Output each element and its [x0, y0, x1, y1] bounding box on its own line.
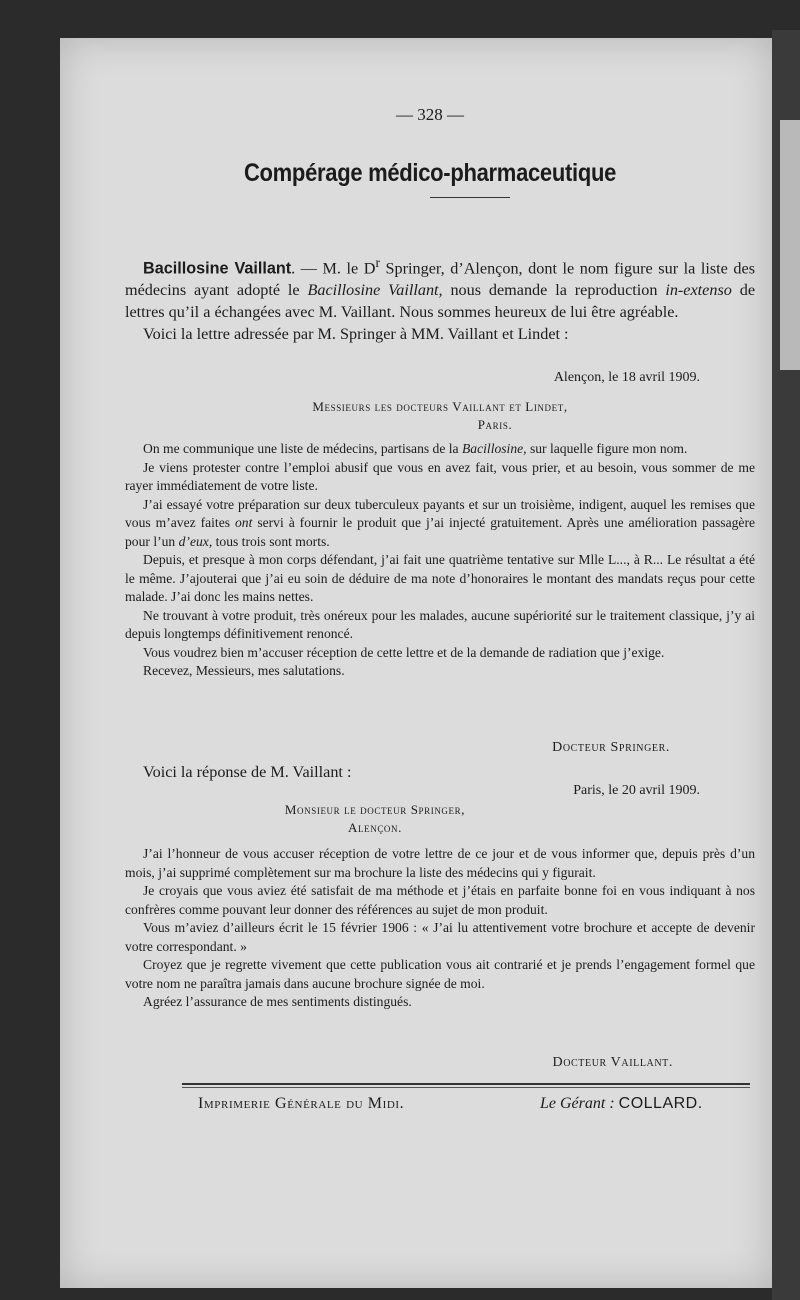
intro-text-2: Springer, d’Alençon, dont le nom figure sur la liste des médecins ayant adopté le [125, 259, 755, 300]
letter1-signature: Docteur Springer. [552, 740, 670, 755]
intro-italic-1: Bacillosine Vaillant, [307, 281, 443, 300]
letter1-p1a: On me communique une liste de médecins, partisans de la [143, 441, 462, 456]
intro-text-1: . — M. le D [291, 259, 376, 278]
letter1-p3i2: d’eux, [178, 533, 213, 549]
letter1-p1b: sur laquelle figure mon nom. [526, 441, 688, 456]
footer-printer: Imprimerie Générale du Midi. [198, 1095, 405, 1112]
letter2-signature: Docteur Vaillant. [552, 1055, 673, 1070]
letter1-body [125, 440, 755, 681]
letter2-addressee [125, 801, 625, 837]
intro-text-3: nous demande la reproduction [442, 281, 666, 300]
letter2-paragraph: Agréez l’assurance de mes sentiments distingués. [143, 994, 412, 1009]
footer-gerant-label: Le Gérant : [540, 1095, 615, 1112]
title-underline [430, 197, 510, 198]
letter1-paragraph [125, 496, 755, 552]
letter1-addressee-line1: Messieurs les docteurs Vaillant et Lindet, [312, 399, 568, 414]
intro-lead: Bacillosine Vaillant [143, 259, 292, 278]
intro-text [125, 252, 755, 323]
footer-gerant-name: COLLARD. [618, 1095, 703, 1112]
letter2-body [125, 845, 755, 1012]
article-title: Compérage médico-pharmaceutique [243, 158, 617, 187]
letter1-p3a: J’ai essayé votre préparation sur deux tuberculeux payants et sur un troisième, indigent, auquel les remises que vous m’avez faites [125, 496, 755, 530]
letter1-p3c: tous trois sont morts. [212, 533, 330, 549]
letter1-p3i1: ont [234, 515, 253, 530]
letter1-date: Alençon, le 18 avril 1909. [553, 370, 700, 385]
letter1-paragraph: Je viens protester contre l’emploi abusif que vous en avez fait, vous prier, et au besoin, vous sommer de me rayer immédiatement de votre liste. [125, 459, 755, 493]
intro-line-2: Voici la lettre adressée par M. Springer à MM. Vaillant et Lindet : [143, 325, 569, 344]
intro-paragraph [125, 252, 755, 345]
letter1-paragraph: Depuis, et presque à mon corps défendant, j’ai fait une quatrième tentative sur Mlle L..., à R... Le résultat a été le même. J’ajouterai que j’ai eu soin de déduire de ma note d’honoraires le montant des mandats reçus pour cette malade. J’ai donc les mains nettes. [125, 552, 755, 604]
footer-rule [182, 1083, 750, 1085]
letter1-paragraph: Vous voudrez bien m’accuser réception de cette lettre et de la demande de radiation que j’exige. [143, 644, 665, 660]
letter2-addressee-line2: Alençon. [348, 820, 402, 835]
footer-rule-thin [182, 1087, 750, 1088]
letter2-paragraph: Vous m’aviez d’ailleurs écrit le 15 février 1906 : « J’ai lu attentivement votre brochure et accepte de devenir votre correspondant. » [125, 920, 755, 954]
page-number: — 328 — [396, 105, 464, 124]
reply-intro: Voici la réponse de M. Vaillant : [143, 763, 352, 781]
letter1-p1i: Bacillosine, [462, 441, 527, 456]
intro-text-4: de lettres qu’il a échangées avec M. Vaillant. Nous sommes heureux de lui être agréable. [125, 281, 756, 322]
letter1-paragraph [125, 440, 755, 459]
intro-sup: r [375, 255, 380, 270]
letter2-addressee-line1: Monsieur le docteur Springer, [284, 802, 466, 817]
letter1-p3b: servi à fournir le produit que j’ai injecté gratuitement. Après une amélioration passagère pour l’un [125, 515, 756, 549]
letter1-paragraph: Recevez, Messieurs, mes salutations. [143, 663, 345, 678]
letter2-date: Paris, le 20 avril 1909. [573, 783, 700, 798]
letter2-paragraph: J’ai l’honneur de vous accuser réception de votre lettre de ce jour et de vous informer que, depuis près d’un mois, j’ai supprimé complètement sur ma brochure la liste des médecins qui y figurait. [125, 846, 755, 880]
intro-italic-2: in-extenso [665, 281, 732, 300]
letter1-addressee-line2: Paris. [477, 417, 513, 432]
letter2-paragraph: Croyez que je regrette vivement que cette publication vous ait contrarié et je prends l’engagement formel que votre nom ne paraîtra jamais dans aucune brochure signée de moi. [125, 957, 755, 991]
letter2-paragraph: Je croyais que vous aviez été satisfait de ma méthode et j’étais en parfaite bonne foi en vous indiquant à nos confrères comme pouvant leur donner des références au sujet de mon produit. [125, 883, 755, 917]
footer-gerant [540, 1095, 703, 1113]
letter1-addressee [125, 398, 755, 434]
letter1-paragraph: Ne trouvant à votre produit, très onéreux pour les malades, aucune supériorité sur le traitement classique, j’y ai depuis longtemps définitivement renoncé. [125, 607, 755, 641]
